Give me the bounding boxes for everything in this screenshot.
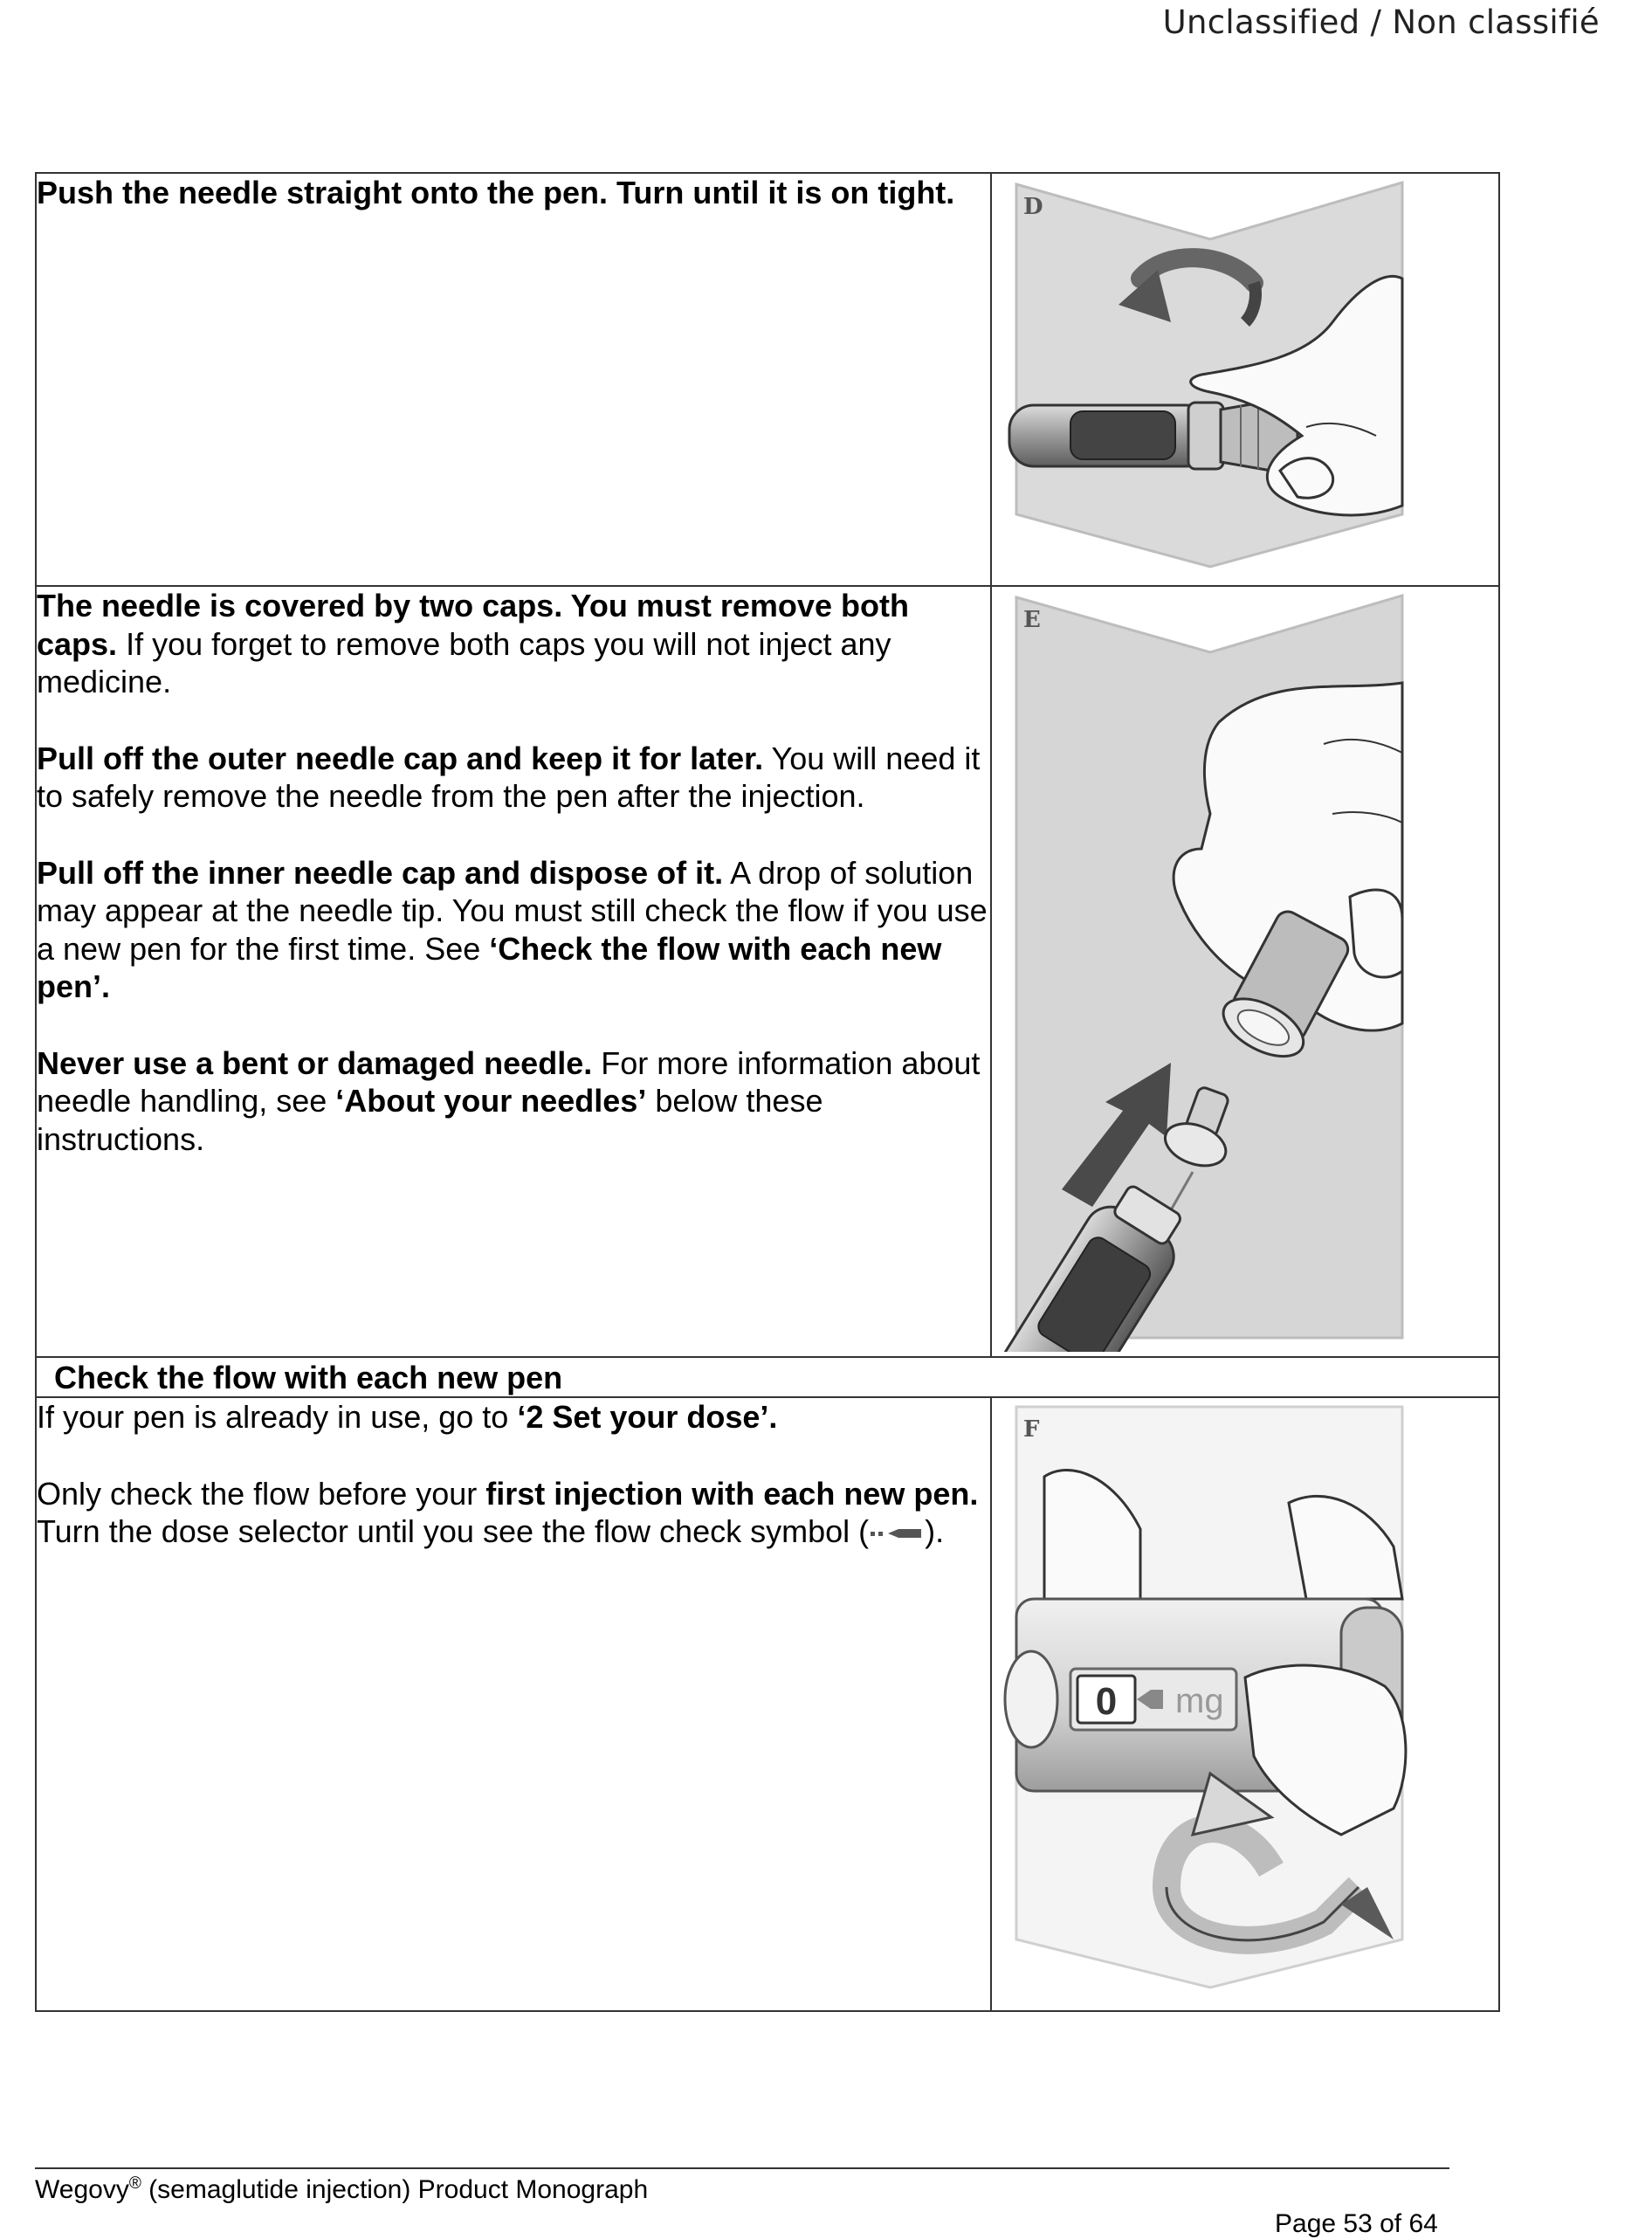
step-d-text-cell	[36, 173, 991, 586]
step-e-figure-cell	[991, 586, 1499, 1357]
figure-f-illustration	[992, 1398, 1495, 2006]
instruction-table	[35, 172, 1500, 2012]
footer-product-title: Wegovy® (semaglutide injection) Product Monograph	[35, 2174, 649, 2204]
page-number: Page 53 of 64	[1275, 2209, 1438, 2238]
figure-f-label: F	[1023, 1416, 1040, 1443]
step-e-paragraph-3: Pull off the inner needle cap and dispose of it. A drop of solution may appear at the needle tip. You must still check the flow if you use a new pen for the first time. See ‘Check the flow with each new pen’.	[37, 854, 988, 1004]
figure-d-label: D	[1023, 194, 1043, 220]
step-f-paragraph-1: If your pen is already in use, go to ‘2 Set your dose’.	[37, 1399, 778, 1435]
step-d-figure-cell	[991, 173, 1499, 586]
figure-e-illustration	[992, 587, 1495, 1352]
step-f-figure-cell	[991, 1397, 1499, 2011]
dose-display-value: 0	[1095, 1680, 1118, 1723]
step-d-row	[36, 173, 1499, 586]
figure-d-illustration	[992, 174, 1495, 581]
step-f-row	[36, 1397, 1499, 2011]
flow-check-symbol-icon	[869, 1526, 925, 1541]
step-e-paragraph-1: The needle is covered by two caps. You must remove both caps. If you forget to remove both caps you will not inject any medicine.	[37, 588, 909, 699]
dose-display-unit: mg	[1175, 1682, 1224, 1720]
step-f-paragraph-3: Turn the dose selector until you see the flow check symbol ( ).	[37, 1513, 945, 1549]
step-f-text-cell	[36, 1397, 991, 2011]
step-f-paragraph-2: Only check the flow before your first injection with each new pen.	[37, 1475, 979, 1512]
step-e-paragraph-2: Pull off the outer needle cap and keep it for later. You will need it to safely remove the needle from the pen after the injection.	[37, 740, 981, 814]
step-e-row	[36, 586, 1499, 1357]
flow-check-heading: Check the flow with each new pen	[36, 1357, 1499, 1397]
step-e-text-cell	[36, 586, 991, 1357]
classification-label: Unclassified / Non classifié	[1162, 3, 1600, 41]
flow-check-heading-row	[36, 1357, 1499, 1397]
footer-divider	[35, 2167, 1449, 2169]
step-e-paragraph-4: Never use a bent or damaged needle. For more information about needle handling, see ‘About your needles’ below these instructions.	[37, 1044, 981, 1157]
figure-e-label: E	[1023, 607, 1041, 633]
step-d-text: Push the needle straight onto the pen. Turn until it is on tight.	[37, 175, 955, 210]
